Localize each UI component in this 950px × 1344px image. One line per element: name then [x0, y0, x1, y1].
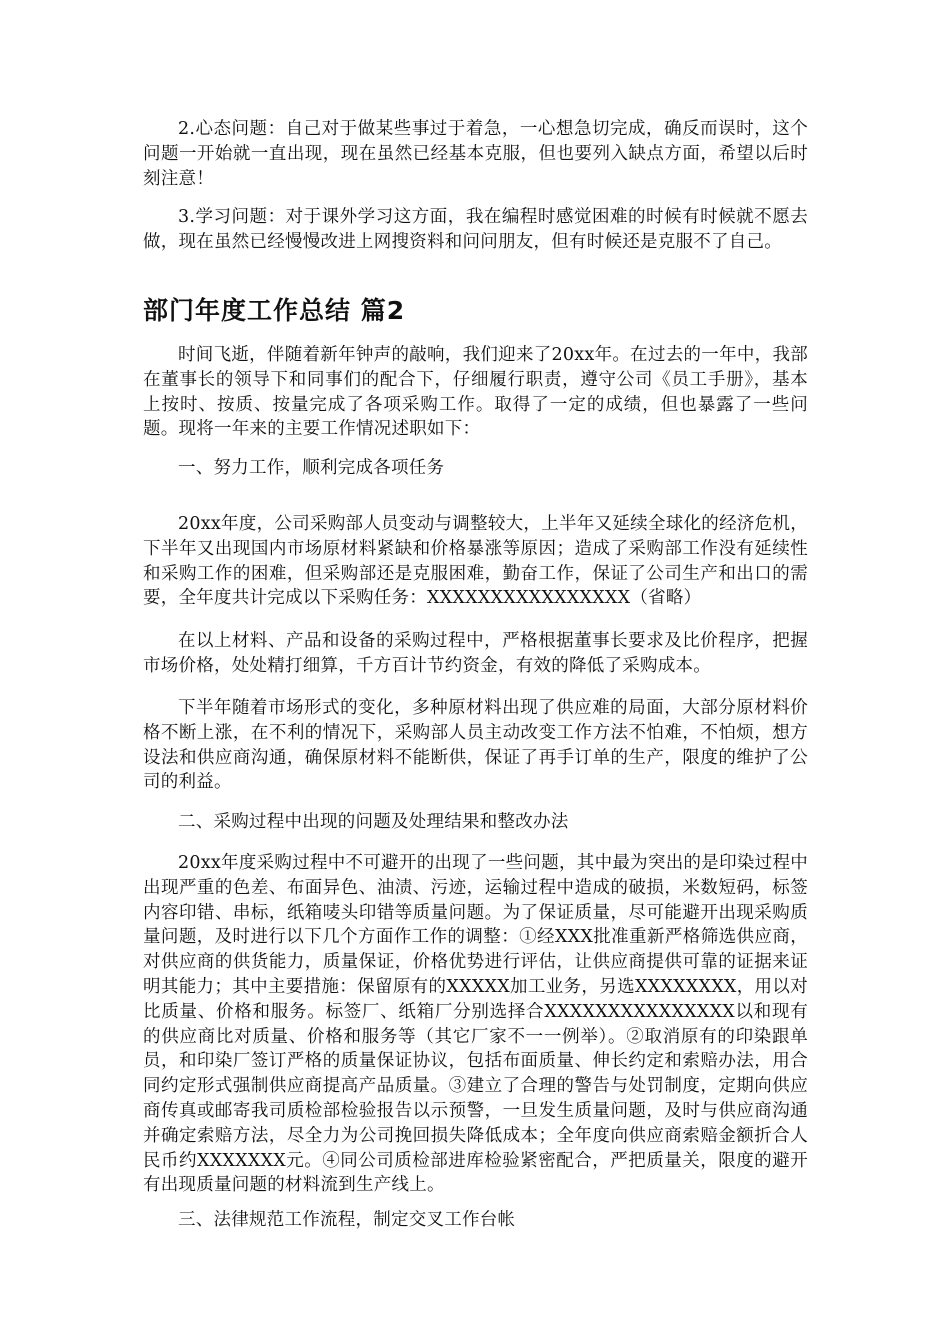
subheading-2: 二、采购过程中出现的问题及处理结果和整改办法	[178, 812, 569, 832]
paragraph-procurement-tasks: 20xx年度，公司采购部人员变动与调整较大，上半年又延续全球化的经济危机，下半年又出现国内市场原材料紧缺和价格暴涨等原因；造成了采购部工作没有延续性和采购工作的困难，但采购部还是克服困难，勤奋工作，保证了公司生产和出口的需要，全年度共计完成以下采购任务：XXXXXXXXXXXXXXXX（省略）	[143, 514, 808, 609]
paragraph-cost-control: 在以上材料、产品和设备的采购过程中，严格根据董事长要求及比价程序，把握市场价格，处处精打细算，千方百计节约资金，有效的降低了采购成本。	[143, 631, 808, 676]
subheading-3: 三、法律规范工作流程，制定交叉工作台帐	[178, 1210, 516, 1230]
paragraph-mindset-issue: 2.心态问题：自己对于做某些事过于着急，一心想急切完成，确反而误时，这个问题一开始就一直出现，现在虽然已经基本克服，但也要列入缺点方面，希望以后时刻注意！	[143, 119, 808, 189]
paragraph-intro: 时间飞逝，伴随着新年钟声的敲响，我们迎来了20xx年。在过去的一年中，我部在董事长的领导下和同事们的配合下，仔细履行职责，遵守公司《员工手册》，基本上按时、按质、按量完成了各项采购工作。取得了一定的成绩，但也暴露了一些问题。现将一年来的主要工作情况述职如下：	[143, 345, 808, 440]
subheading-1: 一、努力工作，顺利完成各项任务	[178, 458, 445, 478]
paragraph-quality-issues: 20xx年度采购过程中不可避开的出现了一些问题，其中最为突出的是印染过程中出现严重的色差、布面异色、油渍、污迹，运输过程中造成的破损，米数短码，标签内容印错、串标，纸箱唛头印错等质量问题。为了保证质量，尽可能避开出现采购质量问题，及时进行以下几个方面作工作的调整：①经XXX批准重新严格筛选供应商，对供应商的供货能力，质量保证，价格优势进行评估，让供应商提供可靠的证据来证明其能力；其中主要措施：保留原有的XXXXX加工业务，另选XXXXXXXX，用以对比质量、价格和服务。标签厂、纸箱厂分别选择合XXXXXXXXXXXXXXX以和现有的供应商比对质量、价格和服务等（其它厂家不一一例举）。②取消原有的印染跟单员，和印染厂签订严格的质量保证协议，包括布面质量、伸长约定和索赔办法，用合同约定形式强制供应商提高产品质量。③建立了合理的警告与处罚制度，定期向供应商传真或邮寄我司质检部检验报告以示预警，一旦发生质量问题，及时与供应商沟通并确定索赔方法，尽全力为公司挽回损失降低成本；全年度向供应商索赔金额折合人民币约XXXXXXX元。④同公司质检部进库检验紧密配合，严把质量关，限度的避开有出现质量问题的材料流到生产线上。	[143, 853, 808, 1196]
section-heading: 部门年度工作总结 篇2	[143, 296, 406, 325]
paragraph-study-issue: 3.学习问题：对于课外学习这方面，我在编程时感觉困难的时候有时候就不愿去做，现在虽然已经慢慢改进上网搜资料和问问朋友，但有时候还是克服不了自己。	[143, 207, 808, 252]
paragraph-market-change: 下半年随着市场形式的变化，多种原材料出现了供应难的局面，大部分原材料价格不断上涨，在不利的情况下，采购部人员主动改变工作方法不怕难，不怕烦，想方设法和供应商沟通，确保原材料不能断供，保证了再手订单的生产，限度的维护了公司的利益。	[143, 698, 808, 793]
